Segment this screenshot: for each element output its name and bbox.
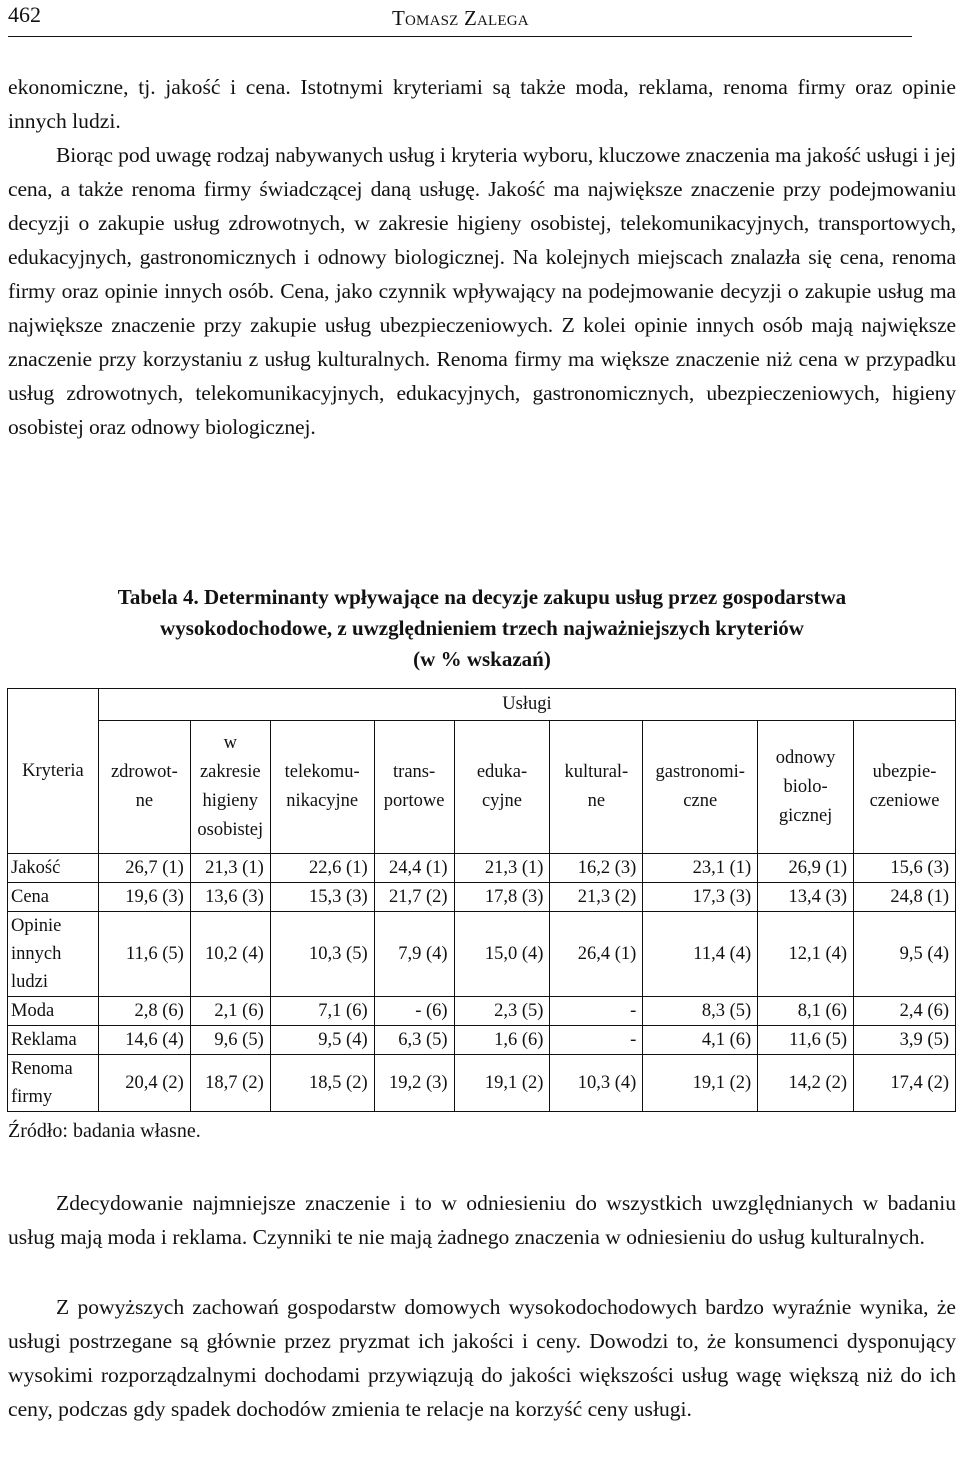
table-caption-line-3: (w % wskazań) [413,647,551,671]
table-cell-value: 21,3 (1) [454,854,550,883]
header-service-column: zdrowot- ne [98,721,190,854]
table-cell-value: 15,6 (3) [854,854,956,883]
table-cell-value: 2,8 (6) [98,997,190,1026]
table-cell-value: 17,3 (3) [643,883,758,912]
body-text-block-1 [8,70,956,444]
paragraph-conclusion-2: Z powyższych zachowań gospodarstw domowych wysokodochodowych bardzo wyraźnie wynika, że usługi postrzegane są głównie przez pryzmat ich jakości i ceny. Dowodzi to, że konsumenci dysponujący wysokimi rozporządzalnymi dochodami przywiązują do jakości większości usług wagę większą niż do ich ceny, podczas gdy spadek dochodów zmienia te relacje na korzyść ceny usługi. [8,1295,956,1421]
running-head-author: Tomasz Zalega [392,6,529,30]
table-cell-value: 24,4 (1) [374,854,454,883]
table-cell-value: 13,4 (3) [758,883,854,912]
paragraph-analysis: Biorąc pod uwagę rodzaj nabywanych usług i kryteria wyboru, kluczowe znaczenia ma jakość usługi i jej cena, a także renoma firmy świadczącej daną usługę. Jakość ma największe znaczenie przy podejmowaniu decyzji o zakupie usług zdrowotnych, w zakresie higieny osobistej, telekomunikacyjnych, transportowych, edukacyjnych, gastronomicznych i odnowy biologicznej. Na kolejnych miejscach znalazła się cena, renoma firmy oraz opinie innych osób. Cena, jako czynnik wpływający na podejmowanie decyzji o zakupie usług ma największe znaczenie przy zakupie usług ubezpieczeniowych. Z kolei opinie innych osób mają największe znaczenie przy korzystaniu z usług kulturalnych. Renoma firmy ma większe znaczenie niż cena w przypadku usług zdrowotnych, telekomunikacyjnych, edukacyjnych, gastronomicznych, ubezpieczeniowych, higieny osobistej oraz odnowy biologicznej. [8,143,956,439]
header-service-column: kultural- ne [550,721,643,854]
table-cell-value: 1,6 (6) [454,1026,550,1055]
table-cell-value: 9,5 (4) [854,912,956,997]
table-source-note: Źródło: badania własne. [8,1120,201,1142]
table-cell-value: 2,4 (6) [854,997,956,1026]
table-cell-value: 12,1 (4) [758,912,854,997]
table-body [8,854,956,1112]
row-criterion-label: Moda [8,997,99,1026]
table-cell-value: 8,1 (6) [758,997,854,1026]
table-cell-value: 10,3 (5) [270,912,374,997]
table-cell-value: 2,1 (6) [190,997,270,1026]
table-cell-value: 10,2 (4) [190,912,270,997]
table-cell-value: - [550,1026,643,1055]
row-criterion-label: Reklama [8,1026,99,1055]
table-row [8,1026,956,1055]
table-cell-value: - (6) [374,997,454,1026]
table-cell-value: 15,3 (3) [270,883,374,912]
table-cell-value: - [550,997,643,1026]
table-cell-value: 22,6 (1) [270,854,374,883]
table-cell-value: 16,2 (3) [550,854,643,883]
row-criterion-label: Renoma firmy [8,1055,99,1112]
table-row [8,997,956,1026]
table-cell-value: 18,5 (2) [270,1055,374,1112]
table-row [8,854,956,883]
table-cell-value: 11,6 (5) [98,912,190,997]
table-cell-value: 8,3 (5) [643,997,758,1026]
header-service-column: telekomu- nikacyjne [270,721,374,854]
table-cell-value: 4,1 (6) [643,1026,758,1055]
table-cell-value: 14,2 (2) [758,1055,854,1112]
table-cell-value: 26,4 (1) [550,912,643,997]
body-text-block-3 [8,1290,956,1426]
page-header [8,2,912,37]
table-cell-value: 9,6 (5) [190,1026,270,1055]
table-cell-value: 26,9 (1) [758,854,854,883]
header-service-column: gastronomi- czne [643,721,758,854]
table-cell-value: 3,9 (5) [854,1026,956,1055]
table-cell-value: 9,5 (4) [270,1026,374,1055]
table-caption-line-1: Tabela 4. Determinanty wpływające na decyzje zakupu usług przez gospodarstwa [117,585,847,609]
row-criterion-label: Jakość [8,854,99,883]
header-services-group: Usługi [98,689,955,721]
table-cell-value: 23,1 (1) [643,854,758,883]
table-cell-value: 2,3 (5) [454,997,550,1026]
table-row [8,912,956,997]
table-cell-value: 21,7 (2) [374,883,454,912]
table-caption-line-2: wysokodochodowe, z uwzględnieniem trzech najważniejszych kryteriów [160,616,804,640]
table-cell-value: 26,7 (1) [98,854,190,883]
body-text-block-2 [8,1186,956,1254]
determinants-table [7,688,956,1112]
paragraph-intro: ekonomiczne, tj. jakość i cena. Istotnymi kryteriami są także moda, reklama, renoma firmy oraz opinie innych ludzi. [8,75,956,133]
header-service-column: w zakresie higieny osobistej [190,721,270,854]
table-header-columns-row [8,721,956,854]
row-criterion-label: Cena [8,883,99,912]
table-cell-value: 14,6 (4) [98,1026,190,1055]
table-cell-value: 11,6 (5) [758,1026,854,1055]
table-cell-value: 15,0 (4) [454,912,550,997]
table-cell-value: 21,3 (2) [550,883,643,912]
header-service-column: odnowy biolo- gicznej [758,721,854,854]
table-cell-value: 19,2 (3) [374,1055,454,1112]
table-cell-value: 19,1 (2) [643,1055,758,1112]
table-cell-value: 19,1 (2) [454,1055,550,1112]
table-cell-value: 20,4 (2) [98,1055,190,1112]
table-cell-value: 6,3 (5) [374,1026,454,1055]
table-row [8,883,956,912]
table-cell-value: 13,6 (3) [190,883,270,912]
header-service-column: ubezpie- czeniowe [854,721,956,854]
table-cell-value: 17,4 (2) [854,1055,956,1112]
table-cell-value: 7,9 (4) [374,912,454,997]
header-service-column: trans- portowe [374,721,454,854]
table-cell-value: 18,7 (2) [190,1055,270,1112]
header-criteria: Kryteria [8,689,99,854]
table-cell-value: 19,6 (3) [98,883,190,912]
table-cell-value: 10,3 (4) [550,1055,643,1112]
table-cell-value: 24,8 (1) [854,883,956,912]
row-criterion-label: Opinie innych ludzi [8,912,99,997]
table-row [8,1055,956,1112]
table-caption [8,582,956,675]
table-cell-value: 21,3 (1) [190,854,270,883]
table-cell-value: 11,4 (4) [643,912,758,997]
page-number: 462 [8,2,41,27]
paragraph-conclusion-1: Zdecydowanie najmniejsze znaczenie i to w odniesieniu do wszystkich uwzględnianych w badaniu usług mają moda i reklama. Czynniki te nie mają żadnego znaczenia w odniesieniu do usług kulturalnych. [8,1191,956,1249]
header-service-column: eduka- cyjne [454,721,550,854]
table-header-group-row [8,689,956,721]
table-cell-value: 7,1 (6) [270,997,374,1026]
table-cell-value: 17,8 (3) [454,883,550,912]
